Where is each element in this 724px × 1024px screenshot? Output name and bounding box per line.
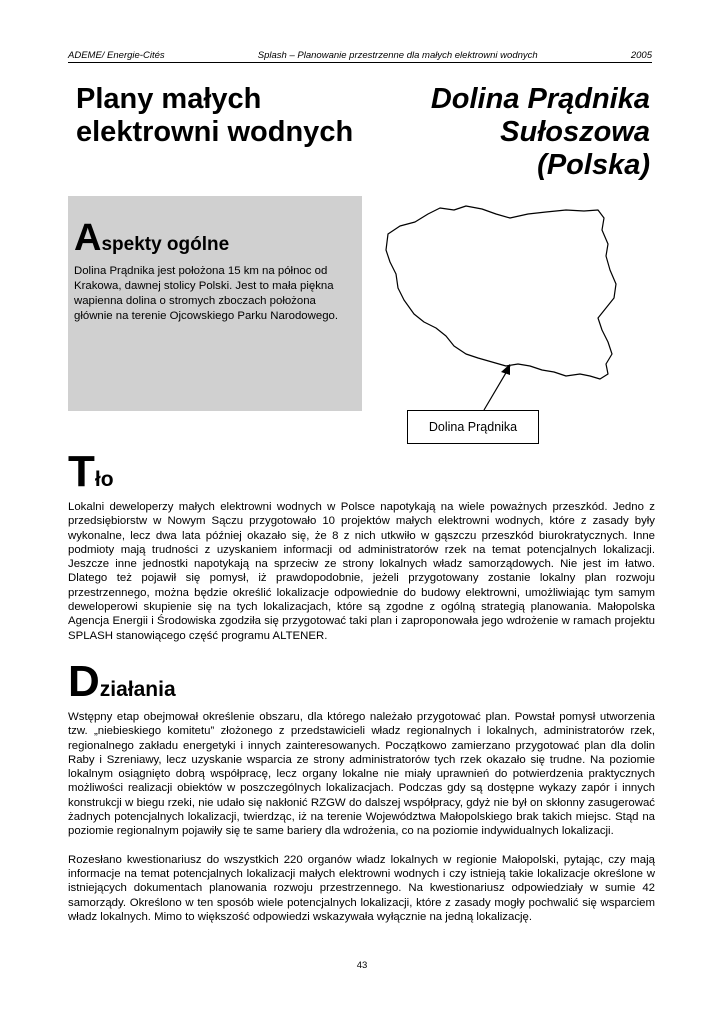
heading-rest: ziałania xyxy=(99,678,176,701)
actions-heading xyxy=(68,657,655,706)
title-line: elektrowni wodnych xyxy=(76,116,354,148)
map-label: Dolina Prądnika xyxy=(407,410,539,444)
location-line: Dolina Prądnika xyxy=(430,83,650,115)
title-line: Plany małych xyxy=(76,83,262,115)
location-title xyxy=(431,83,650,182)
general-aspects-text: Dolina Prądnika jest położona 15 km na północ od Krakowa, dawnej stolicy Polski. Jest to mała piękna wapienna dolina o stromych zboczach położona głównie na terenie Ojcowskiego Parku Narodowego. xyxy=(74,265,339,322)
heading-initial: D xyxy=(68,657,100,706)
heading-rest: spekty ogólne xyxy=(101,234,230,255)
header-left: ADEME/ Energie-Cités xyxy=(68,50,165,61)
page-header xyxy=(68,50,652,63)
poland-map xyxy=(370,196,624,446)
header-center: Splash – Planowanie przestrzenne dla małych elektrowni wodnych xyxy=(257,50,538,61)
page-number: 43 xyxy=(356,960,368,971)
location-line: (Polska) xyxy=(537,149,650,181)
actions-paragraph-2: Rozesłano kwestionariusz do wszystkich 220 organów władz lokalnych w regionie Małopolski, pytając, czy mają informacje na temat potencjalnych lokalizacji małych elektrowni wodnych i czy istnieją takie lokalizacje określone w istniejących dokumentach planowania rozwoju przestrzennego. Na kwestionariusz odpowiedziały w sumie 42 samorządy. Określono w ten sposób wiele potencjalnych lokalizacji, które z zasady mogły pochwalić się wsparciem władz lokalnych. Mimo to większość odpowiedzi wskazywała wyłącznie na jedną lokalizację. xyxy=(68,853,655,923)
heading-rest: ło xyxy=(94,468,114,491)
header-year: 2005 xyxy=(630,50,652,61)
poland-outline-icon xyxy=(370,196,624,446)
location-line: Sułoszowa xyxy=(500,116,650,148)
actions-paragraph-1: Wstępny etap obejmował określenie obszaru, dla którego należało przygotować plan. Powstał pomysł utworzenia tzw. „niebieskiego komitetu” złożonego z przedstawicieli władz regionalnych i lokalnych, administratorów rzek, regionalnego zakładu energetyki i innych zainteresowanych. Początkowo zamierzano przygotować plan dla dolin Raby i Szreniawy, lecz uzyskanie wsparcia ze strony administratorów tych rzek okazało się trudne. Na poziomie lokalnym osiągnięto dobrą współpracę, lecz organy lokalne nie miały uprawnień do potwierdzenia praktycznych możliwości realizacji obiektów w poszczególnych lokalizacjach. Podczas gdy są dostępne wykazy zapór i innych konstrukcji w biegu rzeki, nie udało się nakłonić RZGW do dalszej współpracy, gdyż nie był on skłonny zasugerować żadnych potencjalnych lokalizacji, twierdząc, iż na terenie Województwa Małopolskiego brak takich miejsc. Stąd na poziomie regionalnym pojawiły się te same bariery dla wdrożenia, co na poziomie indywidualnych lokalizacji. xyxy=(68,711,655,838)
document-title xyxy=(76,83,353,149)
heading-initial: A xyxy=(74,217,102,259)
heading-initial: T xyxy=(68,447,95,496)
general-aspects-heading xyxy=(74,218,362,258)
actions-section xyxy=(68,657,655,924)
general-aspects-box xyxy=(68,196,362,411)
background-section xyxy=(68,447,655,643)
background-heading xyxy=(68,447,655,496)
background-text: Lokalni deweloperzy małych elektrowni wodnych w Polsce napotykają na wiele poważnych przeszkód. Jedno z przedsiębiorstw w Nowym Sączu przygotowało 10 projektów małych elektrowni wodnych, które z zasady były wykonalne, lecz dwa lata później okazało się, że 8 z nich utkwiło w gąszczu przeszkód biurokratycznych. Inne podmioty mają trudności z uzyskaniem informacji od administratorów rzek na temat potencjalnych lokalizacji. Jeszcze inne jednostki napotykają na sprzeciw ze strony lokalnych władz samorządowych. Nie jest im łatwo. Dlatego też pojawił się pomysł, iż prawdopodobnie, jeżeli przygotowany zostanie lokalny plan rozwoju przestrzennego, można będzie określić lokalizacje odpowiednie do budowy elektrowni, umożliwiając tym samym deweloperowi skupienie się na tych lokalizacjach, które są zgodne z ogólną strategią planowania. Małopolska Agencja Energii i Środowiska zgodziła się przygotować taki plan i zaproponowała jego wdrożenie w ramach projektu SPLASH stanowiącego część programu ALTENER. xyxy=(68,501,655,642)
